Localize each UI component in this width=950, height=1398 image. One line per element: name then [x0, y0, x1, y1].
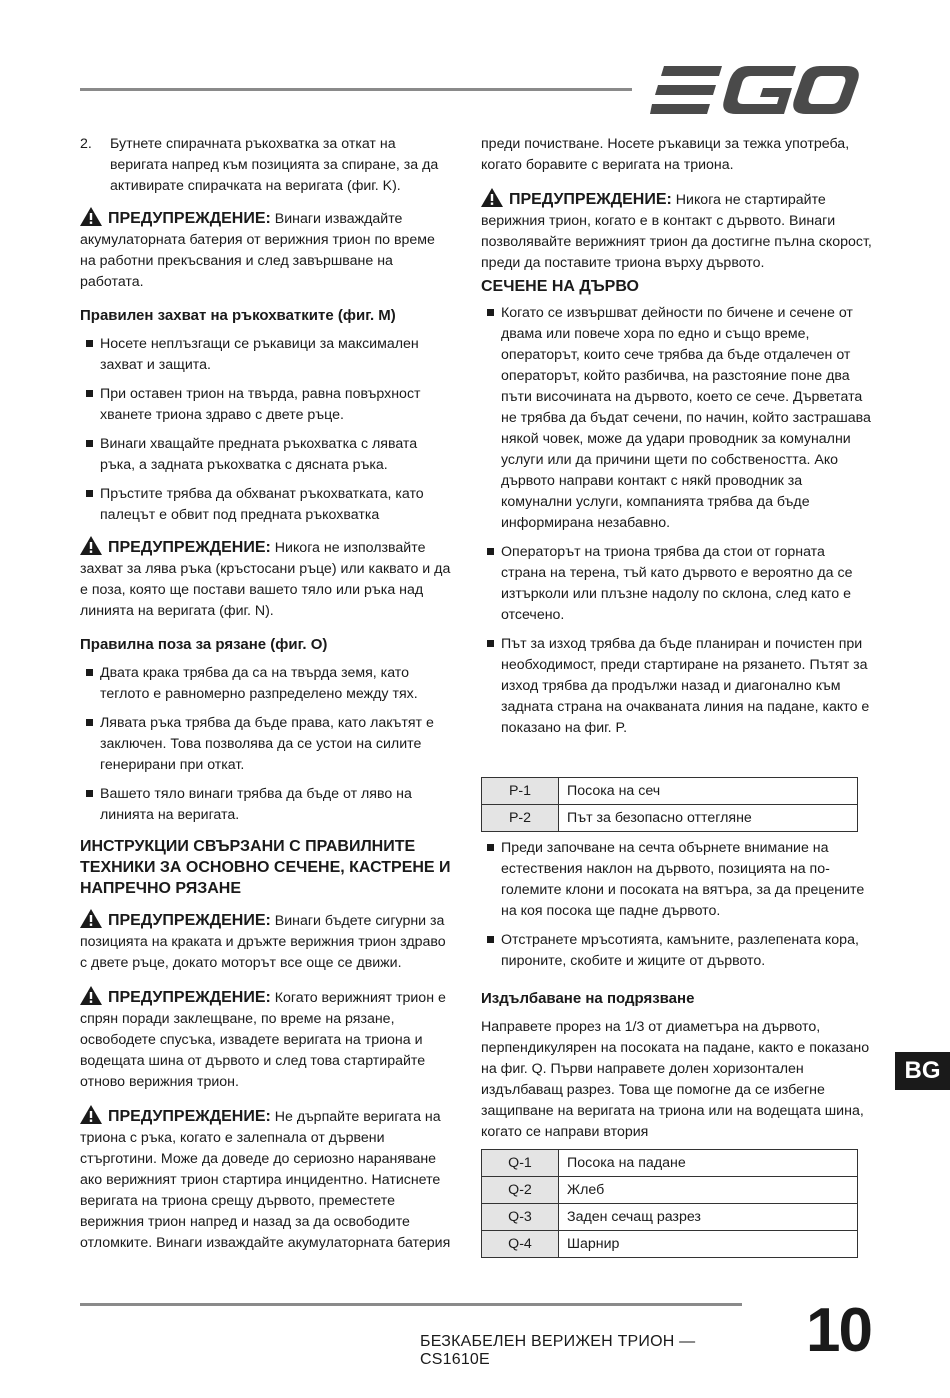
warning-text: Когато верижният трион е спрян поради заклещване, по време на рязане, освободете спусъка, извадете веригата на триона и водещата шина от дървото и след това стартирайте отново верижния трион.	[80, 990, 446, 1090]
list-item: Винаги хващайте предната ръкохватка с лявата ръка, а задната ръкохватка с дясната ръка.	[80, 434, 452, 476]
notch-heading: Издълбаване на подрязване	[481, 990, 695, 1007]
warning-label: ПРЕДУПРЕЖДЕНИЕ:	[108, 989, 271, 1006]
warning-triangle-icon	[80, 909, 102, 928]
table-cell-code: P-2	[482, 805, 559, 832]
warning-footing	[80, 909, 452, 974]
table-cell-code: Q-1	[482, 1150, 559, 1177]
warning-label: ПРЕДУПРЕЖДЕНИЕ:	[108, 912, 271, 929]
footer-title: БЕЗКАБЕЛЕН ВЕРИЖЕН ТРИОН — CS1610E	[420, 1333, 696, 1368]
right-column	[481, 134, 873, 1258]
list-item: Операторът на триона трябва да стои от горната страна на терена, тъй като дървото е вероятно да се изтърколи или плъзне надолу по склона, след като е отсечено.	[481, 542, 873, 626]
ego-logo	[650, 64, 860, 116]
page-number: 10	[806, 1296, 871, 1365]
warning-text: Не дърпайте веригата на триона с ръка, когато е залепнала от дървени стърготини. Може да доведе до сериозно нараняване ако верижният трион стартира инцидентно. Натиснете веригата на триона срещу дървото, преместете верижния трион напред и назад за да освободите отломките. Винаги изваждайте акумулаторната батерия	[80, 1109, 451, 1251]
notch-paragraph: Направете прорез на 1/3 от диаметъра на дървото, перпендикулярен на посоката на падане, както е показано на фиг. Q. Първи направете долен хоризонтален издълбаващ разрез. Това ще помогне да се избегне защипване на веригата на триона или на водещата шина, когато се направи втория	[481, 1019, 870, 1140]
warning-cross-hand	[80, 536, 452, 622]
instructions-heading: ИНСТРУКЦИИ СВЪРЗАНИ С ПРАВИЛНИТЕ ТЕХНИКИ ЗА ОСНОВНО СЕЧЕНЕ, КАСТРЕНЕ И НАПРЕЧНО РЯЗАНЕ	[80, 838, 451, 897]
header-rule	[80, 88, 632, 91]
warning-triangle-icon	[481, 188, 503, 207]
stance-list	[80, 663, 452, 826]
warning-text: Никога не стартирайте верижния трион, когато е в контакт с дървото. Винаги позволявайте верижният трион да достигне пълна скорост, преди да поставите триона върху дървото.	[481, 192, 872, 271]
list-item: Лявата ръка трябва да бъде права, като лакътят е заключен. Това позволява да се устои на силите генерирани при откат.	[80, 713, 452, 776]
table-fig-p	[481, 777, 858, 832]
table-cell-code: Q-4	[482, 1231, 559, 1258]
list-item: При оставен трион на твърда, равна повърхност хванете триона здраво с двете ръце.	[80, 384, 452, 426]
list-item: Отстранете мръсотията, камъните, разлепената кора, пироните, скобите и жиците от дървото.	[481, 930, 873, 972]
table-row	[482, 1177, 858, 1204]
felling-list	[481, 303, 873, 739]
warning-text: Винаги изваждайте акумулаторната батерия от верижния трион по време на работни прекъсвания и след завършване на работата.	[80, 211, 435, 290]
warning-triangle-icon	[80, 1105, 102, 1124]
list-item: Пръстите трябва да обхванат ръкохватката, като палецът е обвит под предната ръкохватка	[80, 484, 452, 526]
table-cell-desc: Заден сечащ разрез	[559, 1204, 858, 1231]
table-row	[482, 1150, 858, 1177]
continued-paragraph: преди почистване. Носете ръкавици за тежка употреба, когато боравите с веригата на триона.	[481, 136, 850, 173]
list-item: Вашето тяло винаги трябва да бъде от ляво на линията на веригата.	[80, 784, 452, 826]
warning-text: Винаги бъдете сигурни за позицията на краката и дръжте верижния трион здраво с двете ръце, докато моторът все още се движи.	[80, 913, 446, 971]
list-item: Носете неплъзгащи се ръкавици за максимален захват и защита.	[80, 334, 452, 376]
warning-triangle-icon	[80, 207, 102, 226]
list-item: Път за изход трябва да бъде планиран и почистен при необходимост, преди стартиране на рязането. Пътят за изход трябва да продължи назад и диагонално към задната страна на очакваната линия на падане, както е показано на фиг. P.	[481, 634, 873, 739]
table-cell-desc: Шарнир	[559, 1231, 858, 1258]
warning-label: ПРЕДУПРЕЖДЕНИЕ:	[108, 1108, 271, 1125]
table-row	[482, 778, 858, 805]
warning-text: Никога не използвайте захват за лява ръка (кръстосани ръце) или каквато и да е поза, която ще постави вашето тяло или ръка над линията на веригата (фиг. N).	[80, 540, 451, 619]
left-column	[80, 134, 452, 1266]
warning-sawdust	[80, 1105, 452, 1254]
table-cell-code: Q-2	[482, 1177, 559, 1204]
table-cell-code: Q-3	[482, 1204, 559, 1231]
grip-heading: Правилен захват на ръкохватките (фиг. M)	[80, 307, 396, 324]
step-number: 2.	[80, 136, 92, 152]
table-cell-desc: Жлеб	[559, 1177, 858, 1204]
list-item: Двата крака трябва да са на твърда земя, като теглото е равномерно разпределено между тях.	[80, 663, 452, 705]
table-cell-desc: Посока на падане	[559, 1150, 858, 1177]
warning-label: ПРЕДУПРЕЖДЕНИЕ:	[108, 210, 271, 227]
table-fig-q	[481, 1149, 858, 1258]
table-cell-desc: Път за безопасно оттегляне	[559, 805, 858, 832]
table-row	[482, 1204, 858, 1231]
list-item: Преди започване на сечта обърнете внимание на естествения наклон на дървото, позицията на по-големите клони и посоката на вятъра, за да прецените на коя посока ще падне дървото.	[481, 838, 873, 922]
warning-pinched-chain	[80, 986, 452, 1093]
footer-rule	[80, 1303, 742, 1306]
grip-list	[80, 334, 452, 526]
pre-felling-list	[481, 838, 873, 972]
step-text: Бутнете спирачната ръкохватка за откат на веригата напред към позицията за спиране, за да активирате спирачката на веригата (фиг. K).	[110, 136, 439, 194]
table-cell-desc: Посока на сеч	[559, 778, 858, 805]
warning-triangle-icon	[80, 536, 102, 555]
numbered-step	[80, 134, 452, 197]
language-tab: BG	[895, 1052, 950, 1090]
warning-battery-removal	[80, 207, 452, 293]
stance-heading: Правилна поза за рязане (фиг. O)	[80, 636, 328, 653]
table-row	[482, 805, 858, 832]
felling-heading: СЕЧЕНЕ НА ДЪРВО	[481, 278, 639, 295]
warning-contact-start	[481, 188, 873, 274]
warning-label: ПРЕДУПРЕЖДЕНИЕ:	[108, 539, 271, 556]
warning-label: ПРЕДУПРЕЖДЕНИЕ:	[509, 191, 672, 208]
table-row	[482, 1231, 858, 1258]
table-cell-code: P-1	[482, 778, 559, 805]
warning-triangle-icon	[80, 986, 102, 1005]
list-item: Когато се извършват дейности по бичене и сечене от двама или повече хора по едно и също време, операторът, които сече трябва да бъде отдалечен от операторът, който разбичва, на разстояние поне два пъти височината на дървото, което се сече. Дърветата не трябва да бъдат сечени, по начин, който застрашава някой човек, може да удари проводник за комунални услуги или да причини щети по собствеността. Ако дървото направи контакт с някй проводник за комунални услуги, компанията трябва да бъде информирана незабавно.	[481, 303, 873, 534]
